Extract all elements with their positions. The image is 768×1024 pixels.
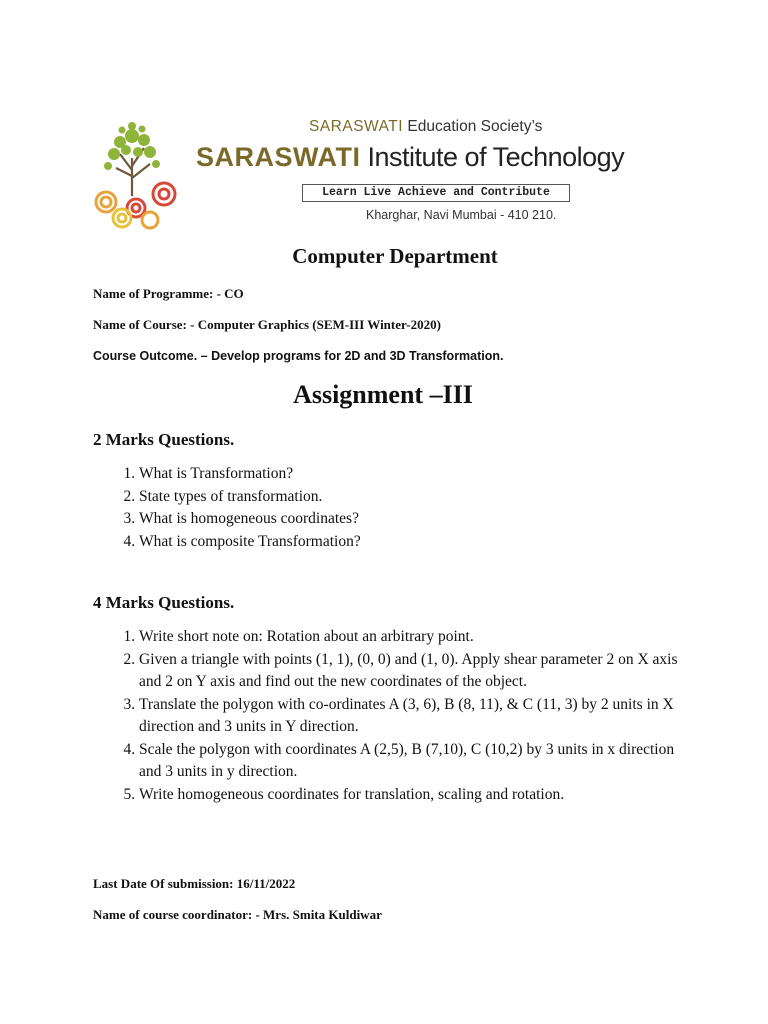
institute-logo bbox=[92, 118, 184, 232]
list-item: 1. What is Transformation? bbox=[139, 463, 361, 486]
programme-line: Name of Programme: - CO bbox=[93, 286, 244, 301]
two-marks-heading: 2 Marks Questions. bbox=[93, 430, 235, 449]
list-item: 3. Translate the polygon with co-ordinates A (3, 6), B (8, 11), & C (11, 3) by 2 units in X direction and 3 units in Y direction. bbox=[139, 694, 687, 739]
list-item: 5. Write homogeneous coordinates for translation, scaling and rotation. bbox=[139, 784, 687, 807]
list-item: 3. What is homogeneous coordinates? bbox=[139, 508, 361, 531]
course-coordinator: Name of course coordinator: - Mrs. Smita Kuldiwar bbox=[93, 907, 382, 922]
four-marks-heading: 4 Marks Questions. bbox=[93, 593, 235, 612]
address: Kharghar, Navi Mumbai - 410 210. bbox=[366, 208, 557, 222]
list-item: 2. State types of transformation. bbox=[139, 486, 361, 509]
assignment-title: Assignment –III bbox=[293, 380, 473, 409]
institute-name: SARASWATI Institute of Technology bbox=[196, 142, 625, 172]
list-item: 4. Scale the polygon with coordinates A (2,5), B (7,10), C (10,2) by 3 units in x direction and 3 units in y direction. bbox=[139, 739, 687, 784]
course-line: Name of Course: - Computer Graphics (SEM-III Winter-2020) bbox=[93, 317, 441, 332]
submission-date: Last Date Of submission: 16/11/2022 bbox=[93, 876, 296, 891]
society-name: SARASWATI Education Society’s bbox=[309, 118, 543, 135]
list-item: 4. What is composite Transformation? bbox=[139, 531, 361, 554]
two-marks-list bbox=[93, 463, 361, 553]
list-item: 1. Write short note on: Rotation about an arbitrary point. bbox=[139, 626, 687, 649]
list-item: 2. Given a triangle with points (1, 1), (0, 0) and (1, 0). Apply shear parameter 2 on X axis and 2 on Y axis and find out the new coordinates of the object. bbox=[139, 649, 687, 694]
tagline: Learn Live Achieve and Contribute bbox=[302, 184, 570, 202]
department-title: Computer Department bbox=[292, 244, 498, 268]
four-marks-list bbox=[93, 626, 687, 806]
course-outcome: Course Outcome. – Develop programs for 2D and 3D Transformation. bbox=[93, 349, 504, 363]
